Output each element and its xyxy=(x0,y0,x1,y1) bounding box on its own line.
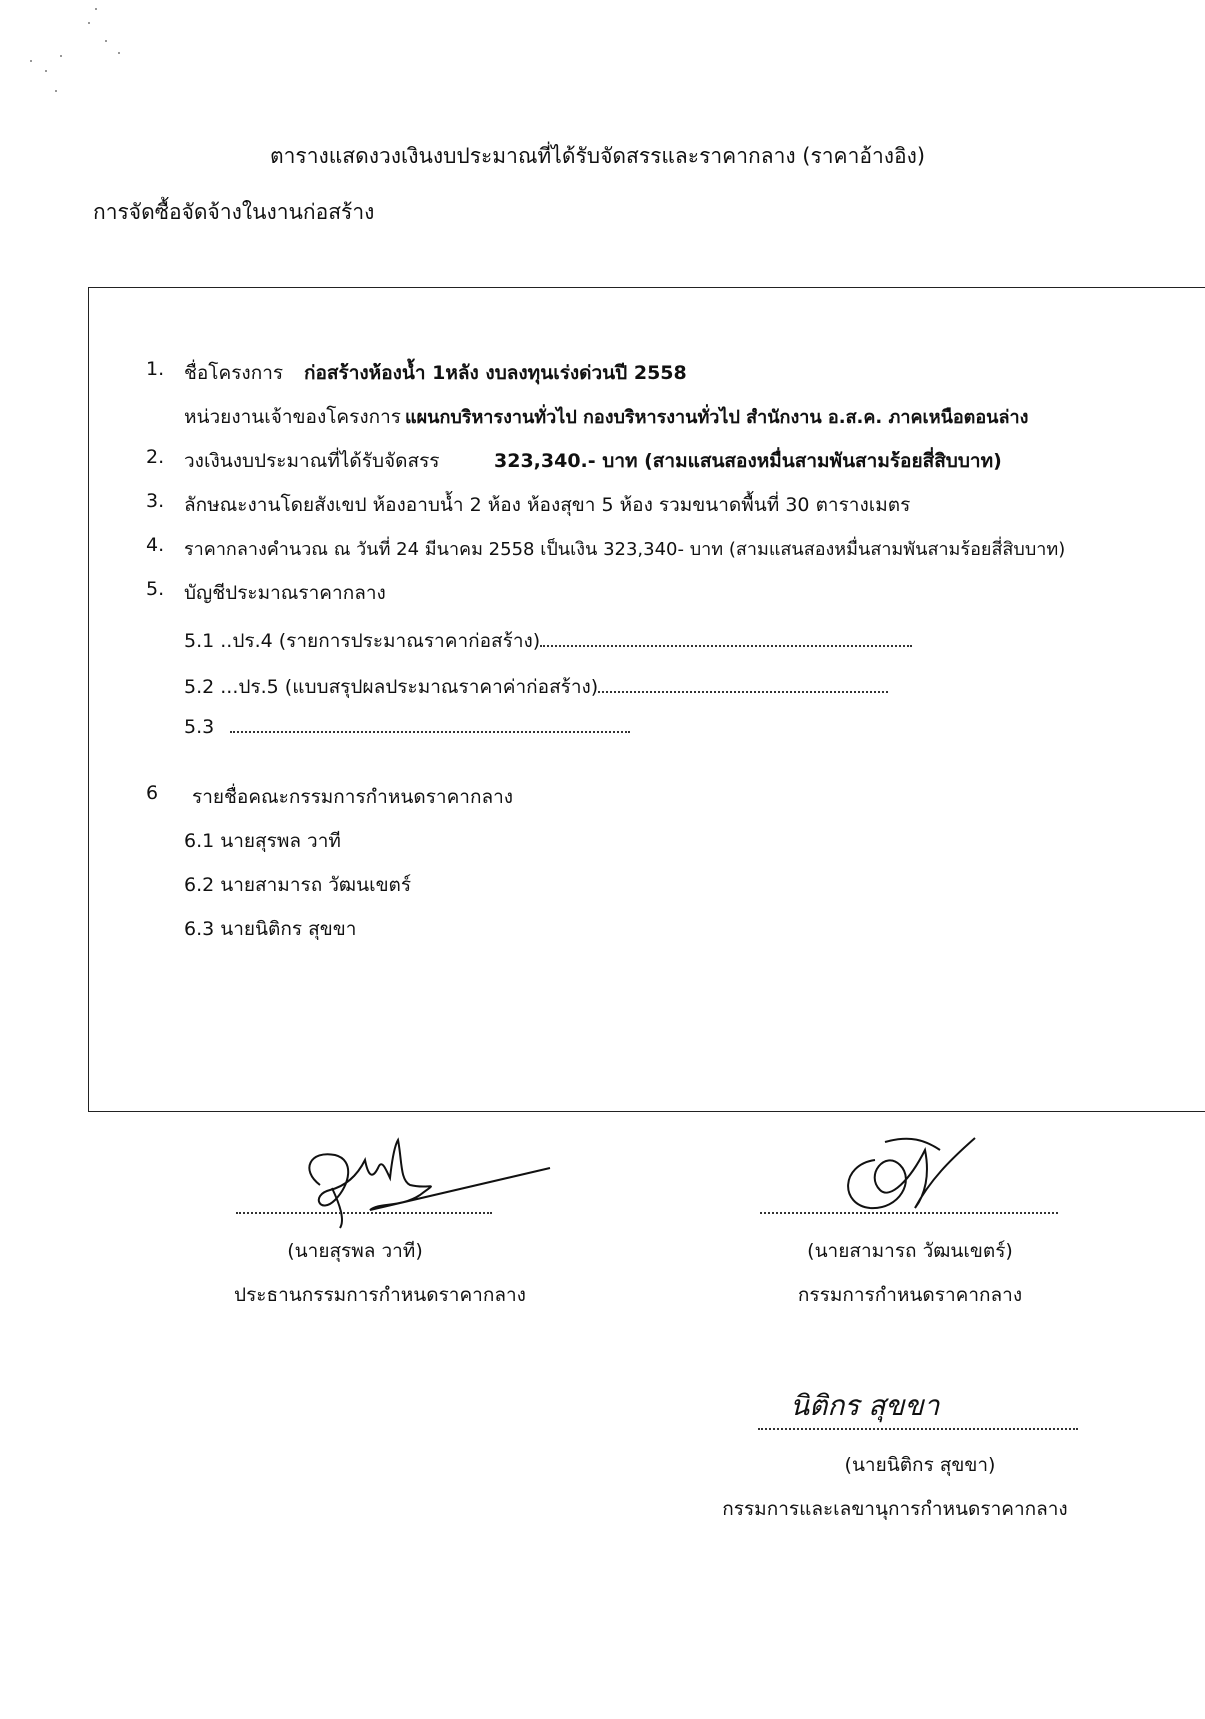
committee-title: รายชื่อคณะกรรมการกำหนดราคากลาง xyxy=(192,786,514,808)
signature-2-role: กรรมการกำหนดราคากลาง xyxy=(797,1284,1023,1306)
project-name-label: ชื่อโครงการ xyxy=(184,362,284,384)
estimate-item-5-2: 5.2 ...ปร.5 (แบบสรุปผลประมาณราคาค่าก่อสร้าง) xyxy=(184,672,888,702)
estimate-item-5-3: 5.3 xyxy=(184,716,630,738)
signature-3-handwriting: นิติกร สุขขา xyxy=(790,1389,940,1422)
item-4-number: 4. xyxy=(146,534,165,556)
scan-speck xyxy=(88,22,90,24)
project-owner-value: แผนกบริหารงานทั่วไป กองบริหารงานทั่วไป สำนักงาน อ.ส.ค. ภาคเหนือตอนล่าง xyxy=(405,407,1029,428)
signature-1 xyxy=(280,1130,560,1230)
signature-1-role: ประธานกรรมการกำหนดราคากลาง xyxy=(234,1284,526,1306)
document-subtitle: การจัดซื้อจัดจ้างในงานก่อสร้าง xyxy=(93,200,375,224)
document-title: ตารางแสดงวงเงินงบประมาณที่ได้รับจัดสรรและราคากลาง (ราคาอ้างอิง) xyxy=(270,144,926,168)
item-2-number: 2. xyxy=(146,446,165,468)
estimate-item-5-1: 5.1 ..ปร.4 (รายการประมาณราคาก่อสร้าง) xyxy=(184,626,912,656)
signature-2 xyxy=(830,1120,1000,1220)
item-3-number: 3. xyxy=(146,490,165,512)
item-5-number: 5. xyxy=(146,578,165,600)
project-owner-label: หน่วยงานเจ้าของโครงการ xyxy=(184,406,401,428)
signature-3-role: กรรมการและเลขานุการกำหนดราคากลาง xyxy=(722,1498,1068,1520)
signature-1-name: (นายสุรพล วาที) xyxy=(287,1240,423,1262)
committee-member-1: 6.1 นายสุรพล วาที xyxy=(184,830,341,852)
signature-2-line xyxy=(760,1212,1058,1214)
work-description: ลักษณะงานโดยสังเขป ห้องอาบน้ำ 2 ห้อง ห้องสุขา 5 ห้อง รวมขนาดพื้นที่ 30 ตารางเมตร xyxy=(184,494,911,516)
scan-speck xyxy=(118,52,120,54)
budget-value: 323,340.- บาท (สามแสนสองหมื่นสามพันสามร้อยสี่สิบบาท) xyxy=(494,450,1002,472)
signature-2-name: (นายสามารถ วัฒนเขตร์) xyxy=(807,1240,1013,1262)
scan-speck xyxy=(30,60,32,62)
signature-3-name: (นายนิติกร สุขขา) xyxy=(844,1454,996,1476)
item-1-number: 1. xyxy=(146,358,165,380)
committee-member-3: 6.3 นายนิติกร สุขขา xyxy=(184,918,357,940)
median-price-text: ราคากลางคำนวณ ณ วันที่ 24 มีนาคม 2558 เป็นเงิน 323,340- บาท (สามแสนสองหมื่นสามพันสามร้อยสี่สิบบาท) xyxy=(184,539,1066,560)
scan-speck xyxy=(105,40,107,42)
scan-speck xyxy=(55,90,57,92)
scan-speck xyxy=(60,55,62,57)
project-name-value: ก่อสร้างห้องน้ำ 1หลัง งบลงทุนเร่งด่วนปี 2558 xyxy=(304,362,687,384)
scan-speck xyxy=(45,70,47,72)
signature-1-line xyxy=(236,1212,492,1214)
budget-label: วงเงินงบประมาณที่ได้รับจัดสรร xyxy=(184,450,440,472)
scan-speck xyxy=(95,8,97,10)
committee-member-2: 6.2 นายสามารถ วัฒนเขตร์ xyxy=(184,874,412,896)
estimate-list-title: บัญชีประมาณราคากลาง xyxy=(184,582,386,604)
signature-3-line xyxy=(758,1428,1078,1430)
item-6-number: 6 xyxy=(146,782,159,804)
